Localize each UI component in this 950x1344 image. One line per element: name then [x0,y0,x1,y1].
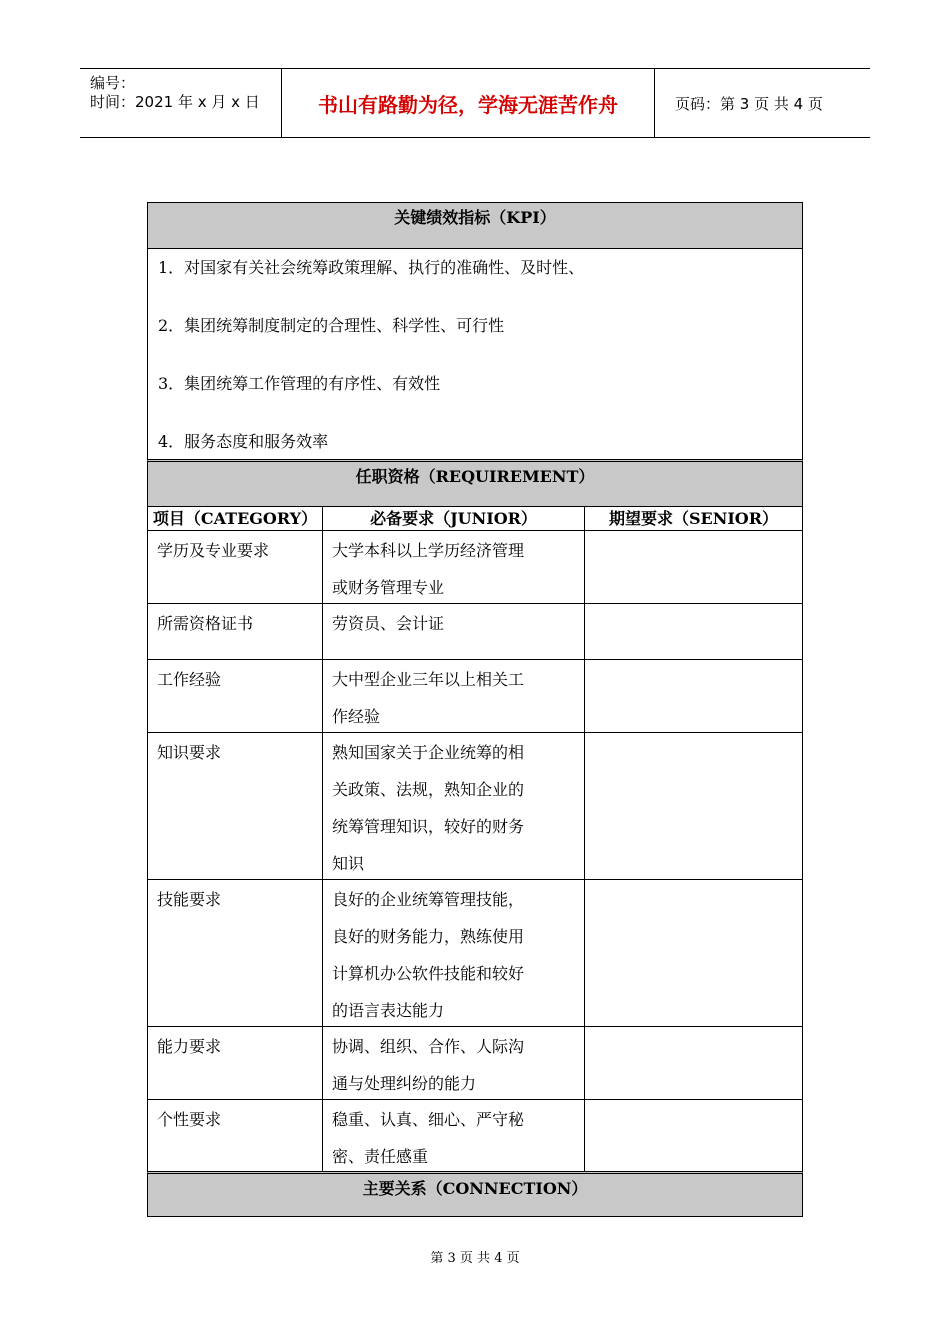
row-senior [584,1099,803,1172]
page-footer: 第 3 页 共 4 页 [430,1251,520,1266]
kpi-item: 2．集团统筹制度制定的合理性、科学性、可行性 [158,316,505,335]
row-junior [322,530,585,604]
junior-line: 协调、组织、合作、人际沟 [332,1037,525,1056]
row-category: 个性要求 [147,1099,323,1172]
row-senior [584,732,803,880]
junior-line: 大中型企业三年以上相关工 [332,670,525,689]
junior-line: 通与处理纠纷的能力 [332,1074,477,1093]
header-motto: 书山有路勤为径，学海无涯苦作舟 [282,69,655,137]
kpi-item: 4．服务态度和服务效率 [158,432,329,451]
row-category: 工作经验 [147,659,323,733]
row-junior [322,659,585,733]
row-junior [322,879,585,1027]
junior-line: 知识 [332,854,365,873]
junior-line: 密、责任感重 [332,1147,429,1166]
code-label: 编号： [90,74,136,92]
page-info-text: 页码：第 3 页 共 4 页 [675,94,823,113]
row-category: 知识要求 [147,732,323,880]
kpi-section-title: 关键绩效指标（KPI） [147,202,803,249]
column-header-junior: 必备要求（JUNIOR） [322,506,585,531]
column-header-category: 项目（CATEGORY） [147,506,323,531]
junior-line: 良好的财务能力，熟练使用 [332,927,525,946]
kpi-list [147,248,803,460]
table-row [147,530,803,604]
row-junior [322,603,585,660]
junior-line: 统筹管理知识，较好的财务 [332,817,525,836]
table-row [147,1099,803,1172]
header-page-info [665,69,870,137]
requirement-column-headers [147,506,803,531]
row-category: 能力要求 [147,1026,323,1100]
junior-line: 劳资员、会计证 [332,614,445,633]
junior-line: 稳重、认真、细心、严守秘 [332,1110,525,1129]
row-senior [584,879,803,1027]
requirement-section-title: 任职资格（REQUIREMENT） [147,459,803,507]
junior-line: 计算机办公软件技能和较好 [332,964,525,983]
kpi-item: 3．集团统筹工作管理的有序性、有效性 [158,374,441,393]
junior-line: 或财务管理专业 [332,578,445,597]
time-label: 时间：2021 年 x 月 x 日 [90,93,260,111]
row-category: 学历及专业要求 [147,530,323,604]
document-header [80,68,870,138]
connection-section-title: 主要关系（CONNECTION） [147,1171,803,1217]
junior-line: 的语言表达能力 [332,1001,445,1020]
row-senior [584,530,803,604]
row-senior [584,1026,803,1100]
junior-line: 大学本科以上学历经济管理 [332,541,525,560]
table-row [147,1026,803,1100]
row-junior [322,732,585,880]
row-senior [584,603,803,660]
table-row [147,603,803,660]
header-meta [80,69,282,137]
row-category: 所需资格证书 [147,603,323,660]
row-junior [322,1099,585,1172]
table-row [147,879,803,1027]
junior-line: 熟知国家关于企业统筹的相 [332,743,525,762]
row-senior [584,659,803,733]
junior-line: 良好的企业统筹管理技能， [332,890,525,909]
kpi-item: 1．对国家有关社会统筹政策理解、执行的准确性、及时性、 [158,258,585,277]
table-row [147,659,803,733]
row-junior [322,1026,585,1100]
junior-line: 作经验 [332,707,381,726]
row-category: 技能要求 [147,879,323,1027]
column-header-senior: 期望要求（SENIOR） [584,506,803,531]
table-row [147,732,803,880]
junior-line: 关政策、法规，熟知企业的 [332,780,525,799]
